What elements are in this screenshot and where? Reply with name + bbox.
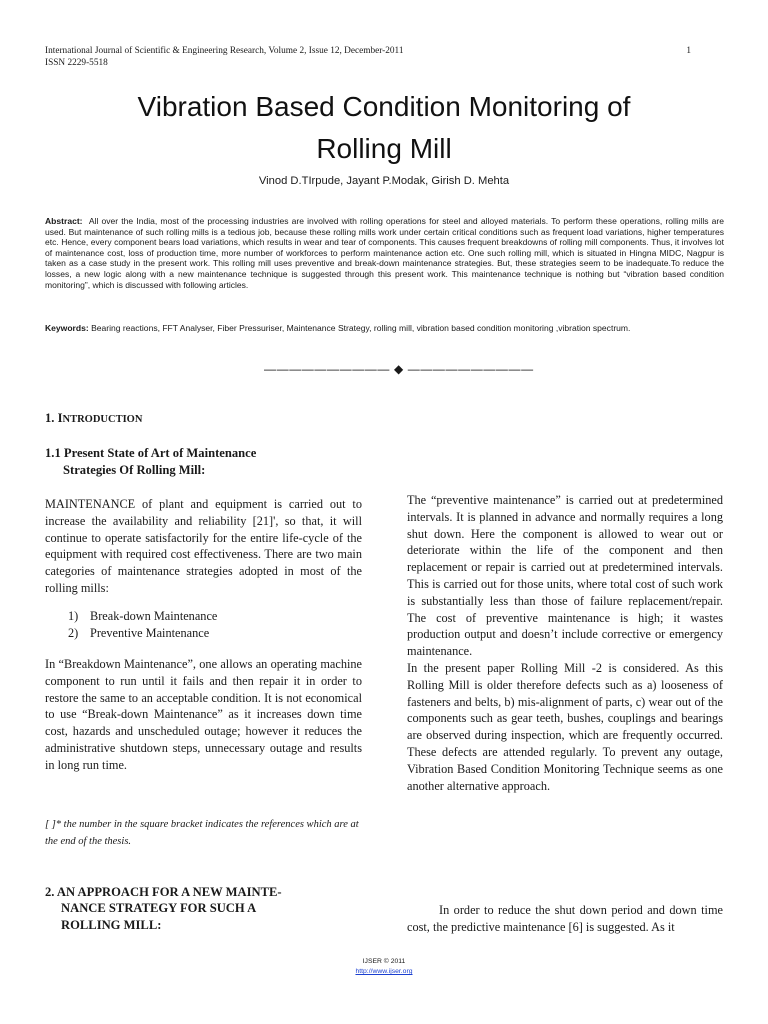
- abstract-label: Abstract:: [45, 216, 83, 226]
- right-col-paragraph-3: In order to reduce the shut down period and down time cost, the predictive maintenance [6] is suggested. As it: [407, 903, 723, 934]
- section-heading-approach: [45, 884, 365, 933]
- reference-note: [ ]* the number in the square bracket indicates the references which are at the end of the thesis.: [45, 819, 359, 847]
- subsection-heading-line-1: 1.1 Present State of Art of Maintenance: [45, 446, 257, 460]
- section2-line-3: ROLLING MILL:: [61, 917, 162, 932]
- title-line-1: Vibration Based Condition Monitoring of: [137, 91, 631, 122]
- title-line-2: Rolling Mill: [316, 133, 452, 164]
- footer-url-wrap: [0, 967, 768, 976]
- journal-line: International Journal of Scientific & Engineering Research, Volume 2, Issue 12, December-2011: [45, 46, 404, 56]
- diamond-icon: ◆: [393, 362, 404, 376]
- page-number: 1: [686, 46, 691, 56]
- separator-left: ——————————: [264, 362, 390, 376]
- paper-title: [40, 86, 728, 170]
- subsection-heading: [45, 445, 365, 478]
- issn: ISSN 2229-5518: [45, 57, 108, 68]
- list-item: [68, 625, 217, 642]
- section2-line-1: 2. AN APPROACH FOR A NEW MAINTE-: [45, 885, 282, 899]
- running-header: [45, 46, 725, 69]
- abstract-text: All over the India, most of the processing industries are involved with rolling operations for steel and alloyed materials. To perform these operations, rolling mills are used. But maintenance of such rolling mills is a tedious job, because these rolling mills work under certain critical conditions such as frequent load variations, higher temperatures etc. Hence, every component bears load variations, which results in wear and tear of components. This causes frequent breakdowns of rolling mill components. Thus, it involves lot of maintenance cost, loss of production time, more number of workforces to perform maintenance action etc. One such rolling mill, which is situated in Hingna MIDC, Nagpur is taken as a case study in the present work. This rolling mill uses preventive and break-down maintenance strategies. But, these strategies seem to be inadequate.To reduce the losses, a new logic along with a new maintenance technique is suggested through this present work. This maintenance technique is nothing but “vibration based condition monitoring”, which is discussed with following articles.: [45, 216, 725, 290]
- keywords-label: Keywords:: [45, 323, 89, 333]
- left-col-paragraph-1: MAINTENANCE of plant and equipment is carried out to increase the availability and reliability [21]', so that, it will continue to operate satisfactorily for the entire life-cycle of the equipment with required cost effectiveness. There are two main categories of maintenance strategies adopted in most of the rolling mills:: [45, 497, 362, 595]
- separator-right: ——————————: [407, 362, 534, 376]
- list-item-text: Break-down Maintenance: [90, 609, 218, 623]
- list-item-number: 2): [68, 625, 79, 640]
- keywords-text: Bearing reactions, FFT Analyser, Fiber Pressuriser, Maintenance Strategy, rolling mill, vibration based condition monitoring ,vibration spectrum.: [91, 323, 631, 333]
- section2-line-2: NANCE STRATEGY FOR SUCH A: [61, 901, 257, 916]
- section-heading-text: NTRODUCTION: [62, 414, 143, 425]
- left-col-paragraph-2: In “Breakdown Maintenance”, one allows an operating machine component to run until it fails and then repair it in order to restore the same to an acceptable condition. It is not economical to use “Break-down Maintenance” as it increases down time cost, hazards and unscheduled outage; however it reduces the administrative shutdown steps, unnecessary outage and results in long run time.: [45, 657, 362, 772]
- right-col-paragraph-2: In the present paper Rolling Mill -2 is considered. As this Rolling Mill is older therefore defects such as a) looseness of fasteners and belts, b) mis-alignment of parts, c) wear out of the components such as gear teeth, bushes, couplings and bearings are observed during inspection, which are frequently occurred. These defects are attended regularly. To prevent any outage, Vibration Based Condition Monitoring Technique seems as one another alternative approach.: [407, 661, 723, 793]
- list-item-text: Preventive Maintenance: [90, 625, 210, 640]
- footer-url-link[interactable]: http://www.ijser.org: [355, 968, 413, 975]
- section-heading-number: 1. I: [45, 411, 63, 425]
- keywords: [45, 323, 724, 335]
- section-separator: [264, 362, 534, 376]
- abstract: [45, 216, 724, 290]
- list-item-number: 1): [68, 609, 79, 623]
- section-heading-introduction: [45, 411, 142, 426]
- right-col-paragraph-1: The “preventive maintenance” is carried out at predetermined intervals. It is planned in advance and normally requires a long shut down. Here the component is allowed to wear out or deteriorate within the life of the component and then replacement or repair is carried out at predetermined intervals. This is carried out for those units, where total cost of such work is substantially less than those of failure replacement/repair. The cost of preventive maintenance is high; it wastes production output and doesn’t include corrective or emergency maintenance.: [407, 493, 723, 659]
- authors: Vinod D.TIrpude, Jayant P.Modak, Girish D. Mehta: [258, 175, 510, 187]
- maintenance-list: [68, 608, 217, 642]
- footer-copyright: IJSER © 2011: [362, 958, 406, 965]
- list-item: [68, 608, 217, 625]
- subsection-heading-line-2: Strategies Of Rolling Mill:: [63, 462, 206, 477]
